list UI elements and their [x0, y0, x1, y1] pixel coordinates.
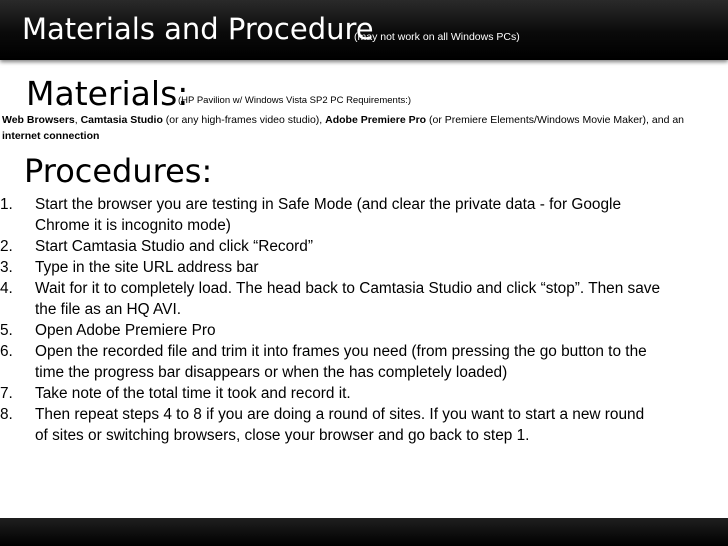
step-text: of sites or switching browsers, close your browser and go back to step 1. [35, 427, 530, 444]
step-number: 5. [0, 322, 13, 339]
step-text: Open Adobe Premiere Pro [35, 322, 216, 339]
step-number: 1. [0, 196, 13, 213]
step-number: 3. [0, 259, 13, 276]
procedure-step [0, 194, 728, 236]
procedures-heading: Procedures: [24, 152, 213, 190]
step-number: 4. [0, 280, 13, 297]
materials-line-2: internet connection [2, 130, 100, 142]
step-text: Chrome it is incognito mode) [35, 217, 231, 234]
material-premiere: Adobe Premiere Pro [325, 114, 427, 126]
step-text: Start the browser you are testing in Safe Mode (and clear the private data - for Google [35, 196, 622, 213]
title-bar [0, 0, 728, 60]
procedure-step [0, 341, 728, 383]
material-camtasia: Camtasia Studio [80, 114, 163, 126]
step-text: Type in the site URL address bar [35, 259, 259, 276]
procedure-steps [0, 194, 728, 446]
step-text: Open the recorded file and trim it into frames you need (from pressing the go button to the [35, 343, 647, 360]
procedure-step [0, 320, 728, 341]
step-number: 8. [0, 406, 13, 423]
material-premiere-note: (or Premiere Elements/Windows Movie Maker), and an [426, 114, 684, 126]
material-separator: , [74, 114, 81, 126]
step-text: Take note of the total time it took and record it. [35, 385, 351, 402]
procedure-step [0, 404, 728, 446]
procedure-step [0, 257, 728, 278]
slide-title: Materials and Procedure [22, 12, 374, 46]
procedure-step [0, 383, 728, 404]
step-text: the file as an HQ AVI. [35, 301, 181, 318]
footer-bar [0, 518, 728, 546]
material-camtasia-note: (or any high-frames video studio), [162, 114, 326, 126]
step-text: Wait for it to completely load. The head back to Camtasia Studio and click “stop”. Then save [35, 280, 661, 297]
step-number: 6. [0, 343, 13, 360]
step-number: 7. [0, 385, 13, 402]
material-web-browsers: Web Browsers [2, 114, 75, 126]
materials-note: (HP Pavilion w/ Windows Vista SP2 PC Requirements:) [178, 95, 412, 106]
step-text: time the progress bar disappears or when the has completely loaded) [35, 364, 508, 381]
procedure-step [0, 236, 728, 257]
materials-line-1 [2, 114, 728, 126]
materials-heading: Materials: [26, 74, 189, 113]
procedure-step [0, 278, 728, 320]
slide-subtitle: (may not work on all Windows PCs) [354, 31, 520, 43]
step-number: 2. [0, 238, 13, 255]
step-text: Start Camtasia Studio and click “Record” [35, 238, 313, 255]
step-text: Then repeat steps 4 to 8 if you are doing a round of sites. If you want to start a new round [35, 406, 645, 423]
